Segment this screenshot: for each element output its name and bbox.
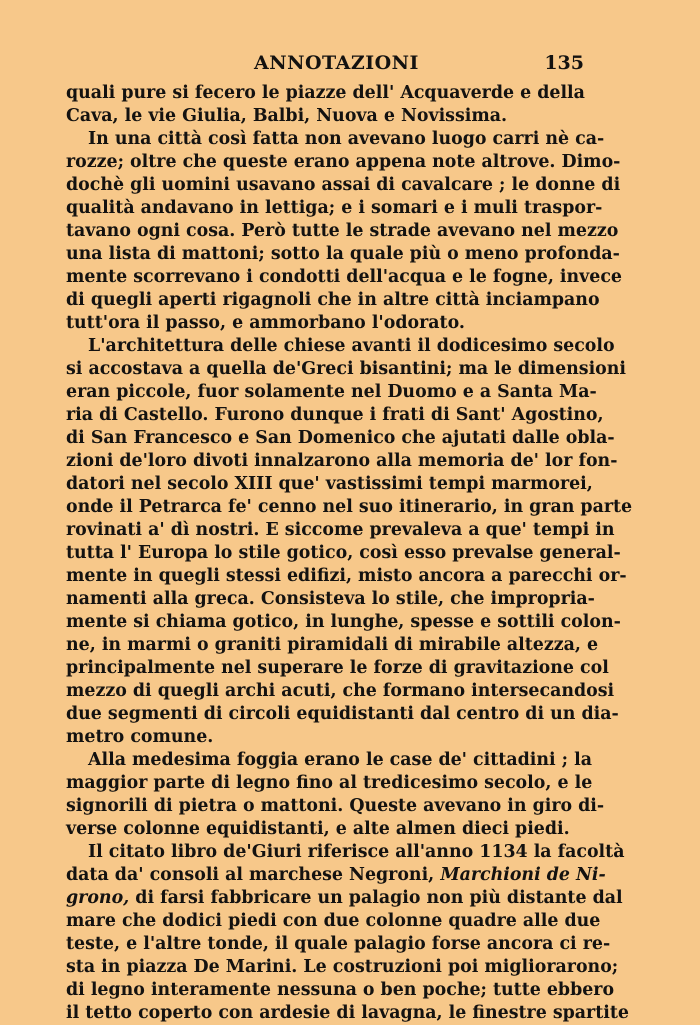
text-line: due segmenti di circoli equidistanti dal centro di un dia- (66, 704, 619, 724)
text-line: eran piccole, fuor solamente nel Duomo e a Santa Ma- (66, 382, 597, 402)
text-line: quali pure si fecero le piazze dell' Acquaverde e della (66, 83, 585, 103)
text-line (66, 887, 623, 910)
text-line: di legno interamente nessuna o ben poche; tutte ebbero (66, 980, 615, 1000)
text-line: In una città così fatta non avevano luogo carri nè ca- (88, 129, 605, 149)
text-line: principalmente nel superare le forze di gravitazione col (66, 658, 609, 678)
italic-fragment: grono, (66, 888, 130, 908)
text-fragment: di farsi fabbricare un palagio non più distante dal (129, 888, 623, 908)
text-line (66, 864, 606, 887)
text-line: mezzo di quegli archi acuti, che formano intersecandosi (66, 681, 615, 701)
page-header (66, 52, 584, 78)
text-line: signorili di pietra o mattoni. Queste avevano in giro di- (66, 796, 605, 816)
text-line: teste, e l'altre tonde, il quale palagio forse ancora ci re- (66, 934, 611, 954)
text-line: di quegli aperti rigagnoli che in altre città inciampano (66, 290, 600, 310)
text-line: rozze; oltre che queste erano appena note altrove. Dimo- (66, 152, 621, 172)
text-line: mente in quegli stessi edifizi, misto ancora a parecchi or- (66, 566, 627, 586)
text-line: si accostava a quella de'Greci bisantini; ma le dimensioni (66, 359, 627, 379)
text-line: namenti alla greca. Consisteva lo stile, che impropria- (66, 589, 595, 609)
text-line: tavano ogni cosa. Però tutte le strade avevano nel mezzo (66, 221, 619, 241)
text-line: il tetto coperto con ardesie di lavagna, le finestre spartite (66, 1003, 629, 1023)
text-fragment: data da' consoli al marchese Negroni, (66, 865, 435, 885)
text-line: una lista di mattoni; sotto la quale più o meno profonda- (66, 244, 620, 264)
text-line: qualità andavano in lettiga; e i somari e i muli traspor- (66, 198, 603, 218)
text-line: metro comune. (66, 727, 214, 747)
text-line: ne, in marmi o graniti piramidali di mirabile altezza, e (66, 635, 599, 655)
text-line: Alla medesima foggia erano le case de' cittadini ; la (88, 750, 593, 770)
text-line: di San Francesco e San Domenico che ajutati dalle obla- (66, 428, 615, 448)
text-line: verse colonne equidistanti, e alte almen dieci piedi. (66, 819, 570, 839)
text-line: tutta l' Europa lo stile gotico, così esso prevalse general- (66, 543, 621, 563)
page-number: 135 (544, 52, 584, 74)
running-title: ANNOTAZIONI (254, 52, 419, 74)
text-line: rovinati a' dì nostri. E siccome prevaleva a que' tempi in (66, 520, 615, 540)
text-line: datori nel secolo XIII que' vastissimi tempi marmorei, (66, 474, 593, 494)
text-line: L'architettura delle chiese avanti il dodicesimo secolo (88, 336, 615, 356)
text-line: mente si chiama gotico, in lunghe, spesse e sottili colon- (66, 612, 621, 632)
text-line: mente scorrevano i condotti dell'acqua e le fogne, invece (66, 267, 622, 287)
text-line: sta in piazza De Marini. Le costruzioni poi migliorarono; (66, 957, 619, 977)
text-line: onde il Petrarca fe' cenno nel suo itinerario, in gran parte (66, 497, 633, 517)
text-body (66, 82, 633, 1025)
text-line: ria di Castello. Furono dunque i frati di Sant' Agostino, (66, 405, 604, 425)
text-line: Il citato libro de'Giuri riferisce all'anno 1134 la facoltà (88, 842, 625, 862)
text-line: dochè gli uomini usavano assai di cavalcare ; le donne di (66, 175, 621, 195)
text-line: mare che dodici piedi con due colonne quadre alle due (66, 911, 601, 931)
italic-fragment: Marchioni de Ni- (440, 865, 606, 885)
text-line: maggior parte di legno fino al tredicesimo secolo, e le (66, 773, 593, 793)
text-line: zioni de'loro divoti innalzarono alla memoria de' lor fon- (66, 451, 618, 471)
text-line: Cava, le vie Giulia, Balbi, Nuova e Novissima. (66, 106, 508, 126)
text-line: tutt'ora il passo, e ammorbano l'odorato. (66, 313, 465, 333)
